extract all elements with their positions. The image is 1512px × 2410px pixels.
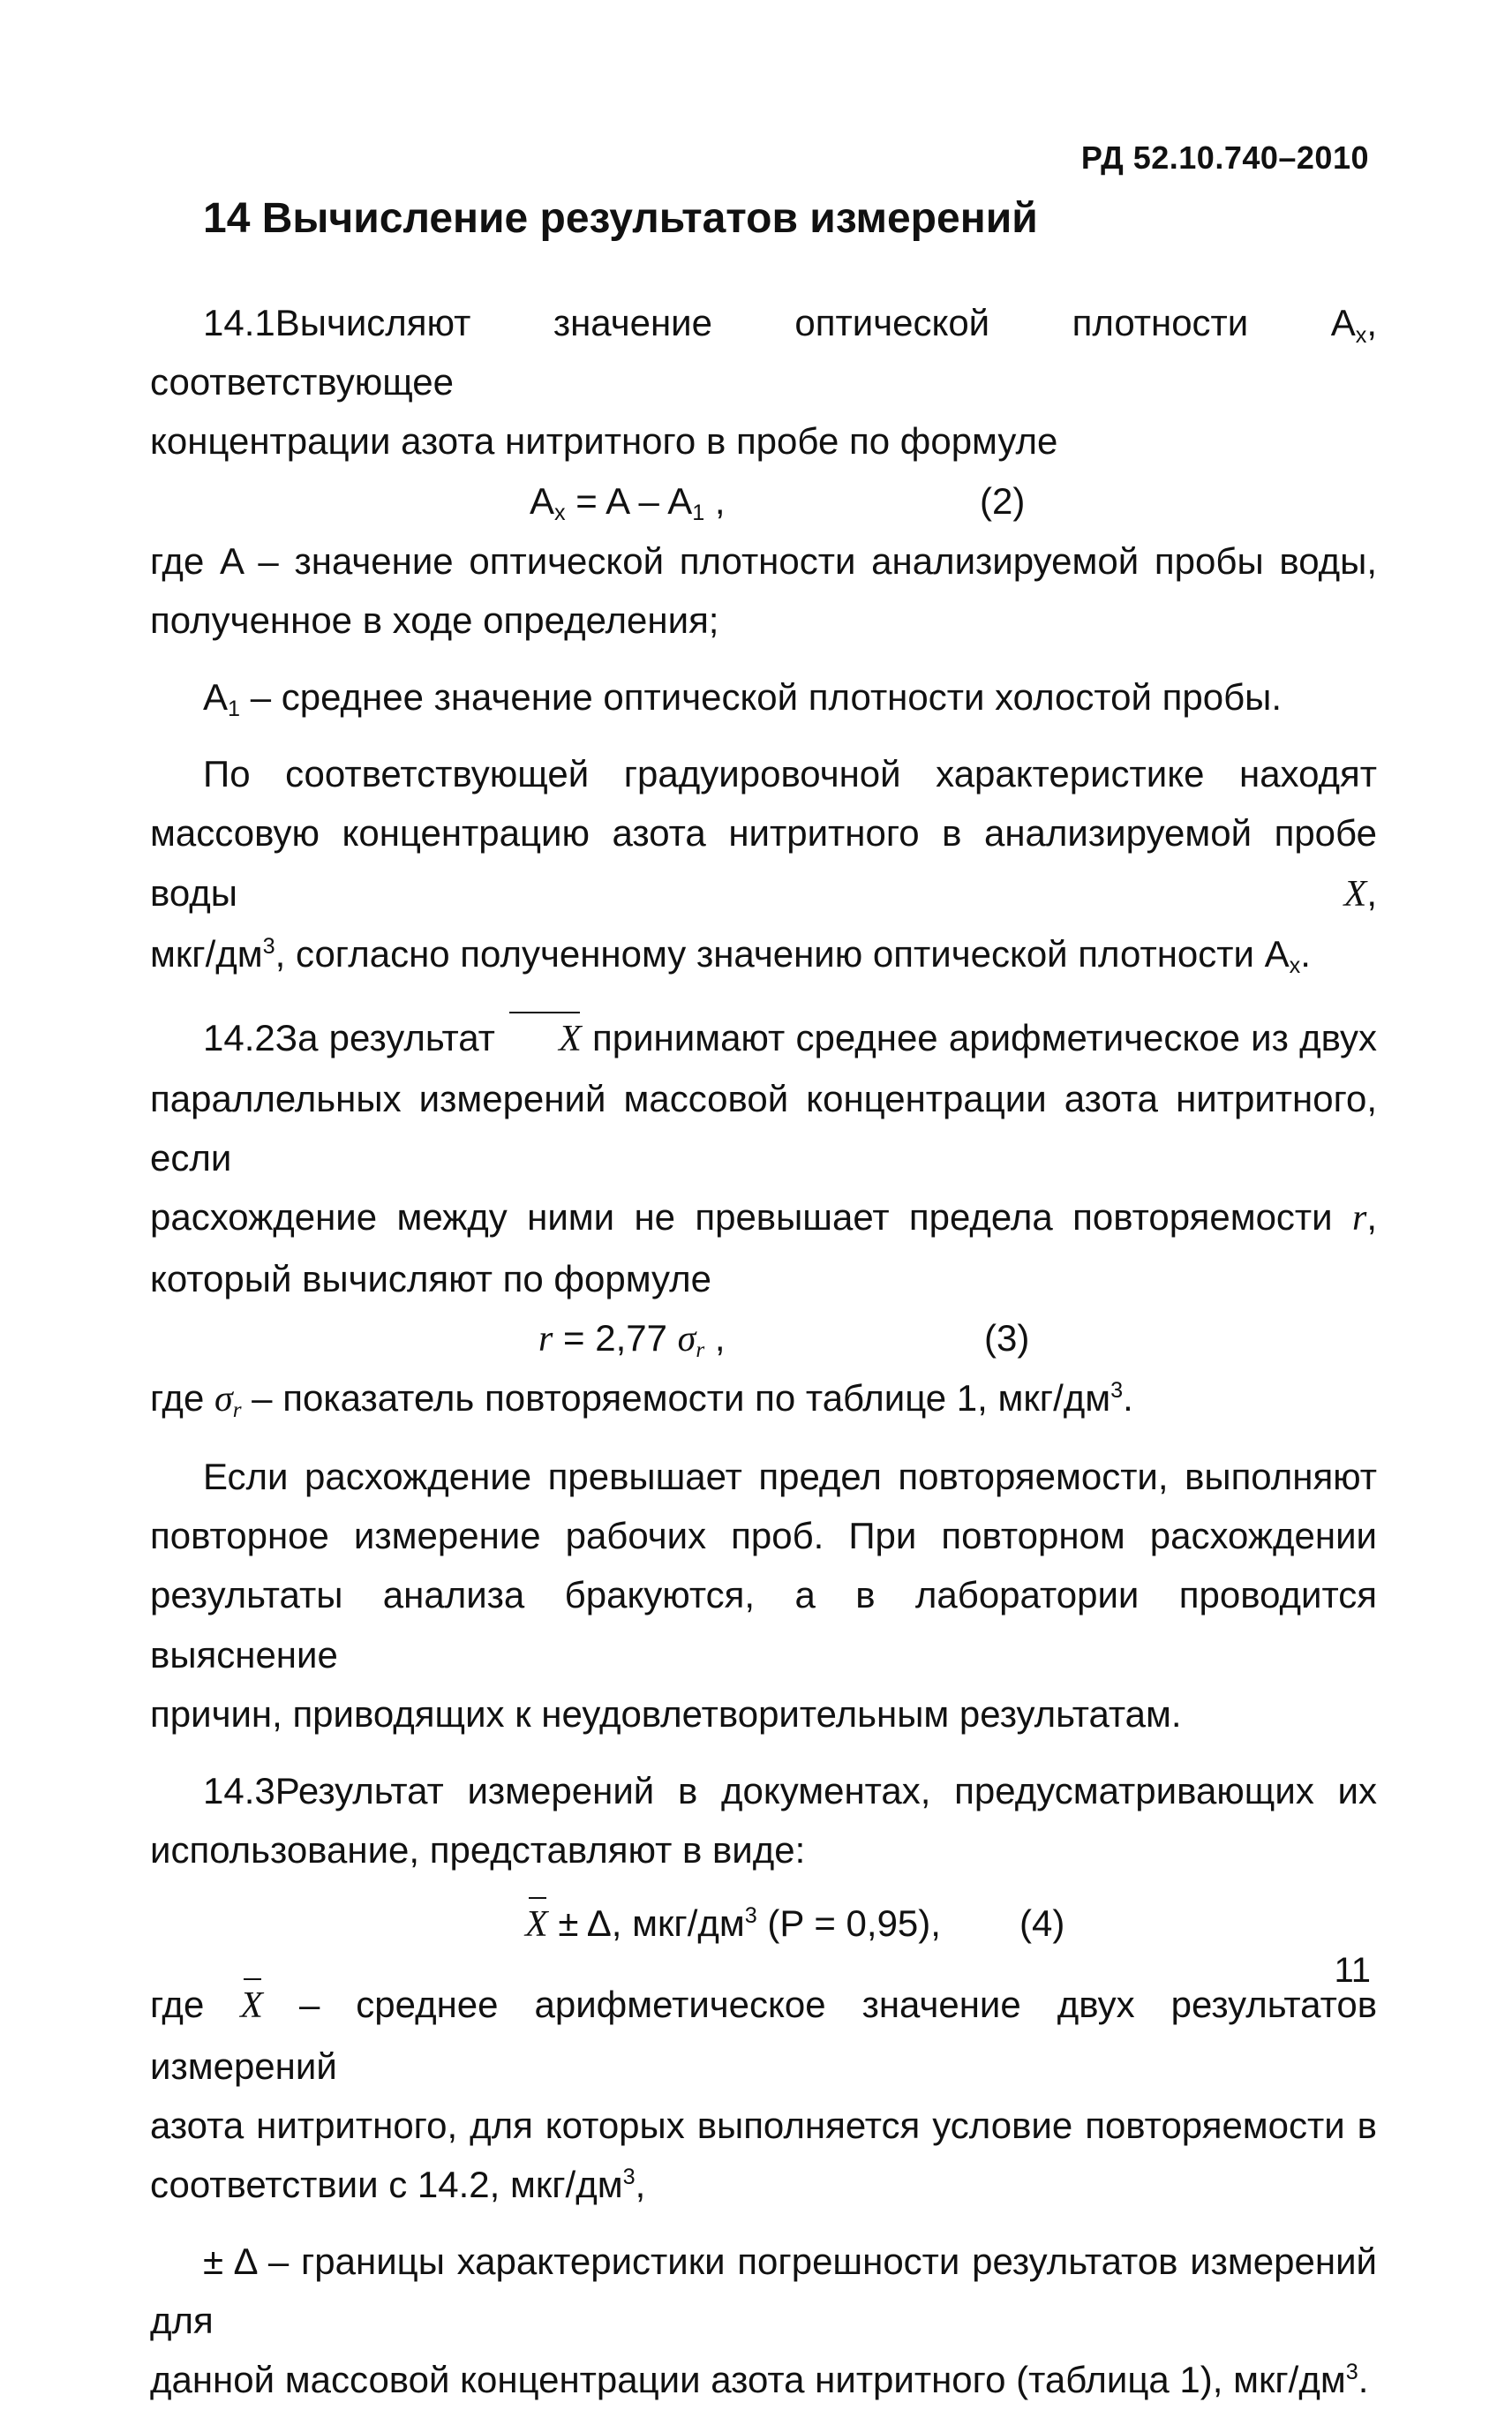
paragraph-po-line-1: По соответствующей градуировочной характеристике находят: [203, 753, 1377, 795]
section-title: 14 Вычисление результатов измерений: [203, 195, 1038, 242]
formula-2-expression: $A_x = A - A_1$ ,: [530, 479, 726, 526]
paragraph-14-3-line-1: 14.3Результат измерений в документах, предусматривающих их: [203, 1769, 1377, 1811]
where-4-line-2: азота нитритного, для которых выполняется условие повторяемости в: [150, 2104, 1377, 2146]
formula-4-expression: X ± Δ, мкг/$дм^3$ (P = 0,95),: [525, 1894, 941, 1954]
formula-3-expression: r = 2,77 $\sigma_r$ ,: [538, 1316, 726, 1363]
paragraph-14-2-line-2: параллельных измерений массовой концентрации азота нитритного, если: [150, 1078, 1377, 1179]
paragraph-if-line-3: результаты анализа бракуются, а в лаборатории проводится выяснение: [150, 1574, 1377, 1676]
paragraph-po-line-2: массовую концентрацию азота нитритного в анализируемой пробе воды X,: [150, 812, 1377, 915]
paragraph-delta-line-1: ± Δ – границы характеристики погрешности результатов измерений для: [150, 2241, 1377, 2342]
paragraph-delta-line-2: данной массовой концентрации азота нитритного (таблица 1), мкг/$дм^3$.: [150, 2359, 1369, 2401]
formula-3-number: (3): [984, 1316, 1030, 1359]
paragraph-14-1-line-2: концентрации азота нитритного в пробе по формуле: [150, 420, 1058, 463]
page-number: 11: [1334, 1951, 1371, 1990]
formula-4-number: (4): [1019, 1902, 1065, 1945]
paragraph-14-3-line-2: использование, представляют в виде:: [150, 1829, 806, 1872]
document-code: РД 52.10.740–2010: [1080, 139, 1369, 176]
paragraph-14-2-line-1: 14.2За результат X принимают среднее арифметическое из двух: [150, 1008, 1377, 1069]
paragraph-if-line-2: повторное измерение рабочих проб. При повторном расхождении: [150, 1515, 1377, 1557]
formula-3: [150, 1308, 1377, 1368]
where-4-line-3: соответствии с 14.2, мкг/$дм^3$,: [150, 2163, 646, 2205]
where-2-a1: $A_1$ – среднее значение оптической плотности холостой пробы.: [203, 675, 1283, 722]
paragraph-po-line-3: мкг/$дм^3$, согласно полученному значению оптической плотности $A_x$.: [150, 932, 1311, 979]
where-2-line-2: полученное в ходе определения;: [150, 599, 719, 641]
formula-2: [150, 471, 1377, 531]
where-4-line-1: где X – среднее арифметическое значение двух результатов измерений: [150, 1975, 1377, 2095]
paragraph-14-1-line-1: 14.1Вычисляют значение оптической плотности $A_x$, соответствующее: [150, 302, 1377, 403]
section-body: [150, 293, 1377, 2410]
paragraph-14-2-line-3: расхождение между ними не превышает предела повторяемости r,: [150, 1196, 1377, 1239]
formula-4: [150, 1894, 1377, 1954]
paragraph-14-2-line-4: который вычисляют по формуле: [150, 1257, 711, 1299]
where-3: где $\sigma_r$ – показатель повторяемости по таблице 1, мкг/$дм^3$.: [150, 1376, 1133, 1423]
paragraph-if-line-1: Если расхождение превышает предел повторяемости, выполняют: [203, 1456, 1377, 1497]
formula-2-number: (2): [980, 479, 1026, 522]
where-2-line-1: где A – значение оптической плотности анализируемой пробы воды,: [150, 539, 1377, 582]
paragraph-if-line-4: причин, приводящих к неудовлетворительным результатам.: [150, 1692, 1182, 1735]
